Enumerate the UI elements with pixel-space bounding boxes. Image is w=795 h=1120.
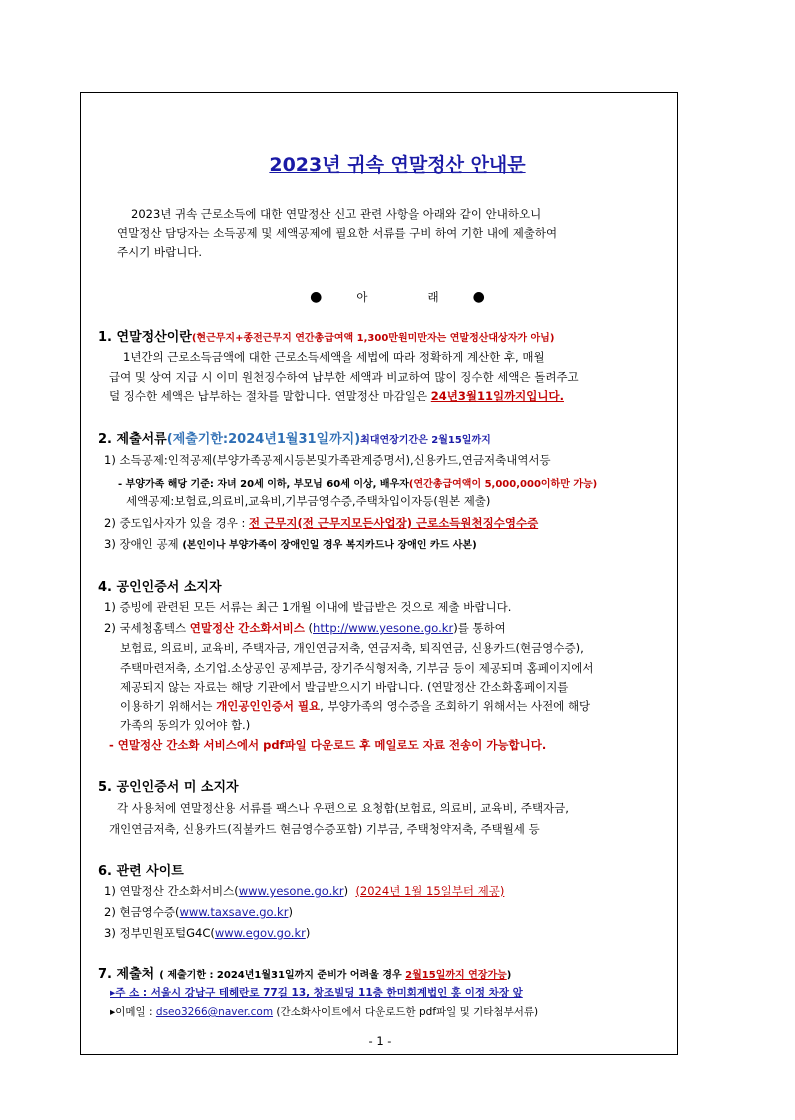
section-1-heading: 1. 연말정산이란(현근무지+종전근무지 연간총급여액 1,300만원미만자는 연말정산대상자가 아님) [98,330,555,345]
s4-line-5: 제공되지 않는 자료는 해당 기관에서 발급받으시기 바랍니다. (연말정산 간소화홈페이지를 [120,680,569,694]
page-number: - 1 - [368,1034,392,1048]
s1-line-1: 1년간의 근로소득금액에 대한 근로소득세액을 세법에 따라 정확하게 계산한 후, 매월 [123,350,545,364]
intro-line-2: 연말정산 담당자는 소득공제 및 세액공제에 필요한 서류를 구비 하여 기한 내에 제출하여 [117,226,558,240]
section-4-heading: 4. 공인인증서 소지자 [98,580,222,595]
s5-line-2: 개인연금저축, 신용카드(직불카드 현금영수증포함) 기부금, 주택청약저축, 주택월세 등 [109,822,540,836]
s2-item-3: 3) 장애인 공제 (본인이나 부양가족이 장애인일 경우 복지카드나 장애인 카드 사본) [104,537,477,551]
intro-line-3: 주시기 바랍니다. [117,245,203,259]
s2-item-1: 1) 소득공제:인적공제(부양가족공제시등본및가족관계증명서),신용카드,연금저축내역서등 [104,453,551,467]
s4-line-6: 이용하기 위해서는 개인공인인증서 필요, 부양가족의 영수증을 조회하기 위해서는 사전에 해당 [120,699,591,713]
taxsave-link[interactable]: www.taxsave.go.kr [179,905,289,919]
s6-item-2: 2) 현금영수증(www.taxsave.go.kr) [104,905,293,919]
s1-line-3: 덜 징수한 세액은 납부하는 절차를 말합니다. 연말정산 마감일은 24년3월11일까지입니다. [109,389,564,403]
s4-line-3: 보험료, 의료비, 교육비, 주택자금, 개인연금저축, 연금저축, 퇴직연금, 신용카드(현금영수증), [120,641,584,655]
ahrae-heading: ● 아 래 ● [310,289,485,305]
yesone-link[interactable]: http://www.yesone.go.kr [313,621,454,635]
egov-link[interactable]: www.egov.go.kr [214,926,306,940]
s4-line-4: 주택마련저축, 소기업.소상공인 공제부금, 장기주식형저축, 기부금 등이 제공되며 홈페이지에서 [120,661,594,675]
s4-item-2: 2) 국세청홈텍스 연말정산 간소화서비스 (http://www.yesone.go.kr)를 통하여 [104,621,506,635]
s4-line-8: - 연말정산 간소화 서비스에서 pdf파일 다운로드 후 메일로도 자료 전송이 가능합니다. [109,738,547,752]
s6-item-1: 1) 연말정산 간소화서비스(www.yesone.go.kr) (2024년 1월 15일부터 제공) [104,884,505,898]
s7-address: ▸주 소 : 서울시 강남구 테헤란로 77길 13, 창조빌딩 11층 한미회계법인 홍 이정 차장 앞 [110,987,523,999]
s6-item-3: 3) 정부민원포털G4C(www.egov.go.kr) [104,926,311,940]
s7-email-line: ▸이메일 : dseo3266@naver.com (간소화사이트에서 다운로드한 pdf파일 및 기타첨부서류) [110,1006,539,1018]
s5-line-1: 각 사용처에 연말정산용 서류를 팩스나 우편으로 요청함(보험료, 의료비, 교육비, 주택자금, [117,801,569,815]
s2-item-1b: - 부양가족 해당 기준: 자녀 20세 이하, 부모님 60세 이상, 배우자(연간총급여액이 5,000,000이하만 가능) [118,479,598,490]
yesone-site-link[interactable]: www.yesone.go.kr [238,884,344,898]
s1-line-2: 급여 및 상여 지급 시 이미 원천징수하여 납부한 세액과 비교하여 많이 징수한 세액은 돌려주고 [109,370,579,384]
s2-item-1c: 세액공제:보험료,의료비,교육비,기부금영수증,주택차입이자등(원본 제출) [126,494,491,508]
section-2-heading: 2. 제출서류(제출기한:2024년1월31일까지)최대연장기간은 2월15일까지 [98,432,491,447]
section-5-heading: 5. 공인인증서 미 소지자 [98,780,239,795]
section-7-heading: 7. 제출처 ( 제출기한 : 2024년1월31일까지 준비가 어려울 경우 2월15일까지 연장가능) [98,967,512,982]
s4-item-1: 1) 증빙에 관련된 모든 서류는 최근 1개월 이내에 발급받은 것으로 제출 바랍니다. [104,600,512,614]
s2-item-2: 2) 중도입사자가 있을 경우 : 전 근무지(전 근무지모든사업장) 근로소득원천징수영수증 [104,516,539,530]
section-6-heading: 6. 관련 사이트 [98,864,184,879]
page-title: 2023년 귀속 연말정산 안내문 [269,154,526,176]
s4-line-7: 가족의 동의가 있어야 함.) [120,718,251,732]
email-link[interactable]: dseo3266@naver.com [155,1006,274,1018]
intro-line-1: 2023년 귀속 근로소득에 대한 연말정산 신고 관련 사항을 아래와 같이 안내하오니 [131,207,542,221]
